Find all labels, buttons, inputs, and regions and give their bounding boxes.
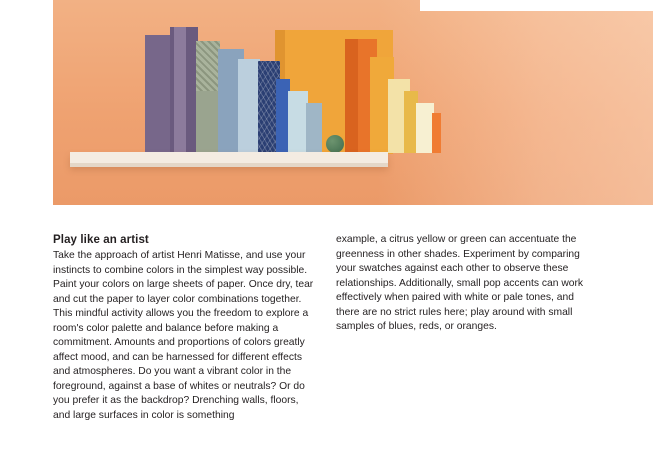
pale-blue-swatch xyxy=(238,59,260,153)
article-column-left xyxy=(53,234,315,424)
blue-grey-swatch xyxy=(306,103,322,153)
orange-block-face xyxy=(345,39,358,153)
shelf-edge xyxy=(70,163,388,167)
article-paragraph-right: example, a citrus yellow or green can accentuate the greenness in other shades. Experiment by comparing your swatches against each other to observe these relationships. Additionally, small pop accents can work effectively when paired with white or pale tones, and there are no strict rules here; play around with small samples of blues, reds, or oranges. xyxy=(336,234,584,333)
page-title: Play like an artist xyxy=(53,234,149,246)
article-paragraph-left: Take the approach of artist Henri Matisse, and use your instincts to combine colors in the simplest way possible. Paint your colors on large sheets of paper. Once dry, tear and cut the paper to layer color combinations together. This mindful activity allows you the freedom to explore a room's color palette and balance before making a commitment. Amounts and proportions of colors greatly affect mood, and can be harnessed for different effects and atmospheres. Do you want a vibrant color in the foreground, against a base of whites or neutrals? Or do you prefer it as the backdrop? Drenching walls, floors, and large surfaces in color is something xyxy=(53,250,314,422)
tangerine-sliver xyxy=(432,113,441,153)
mauve-swatch xyxy=(174,27,186,153)
terrazzo-speckle xyxy=(196,41,220,91)
article-column-right xyxy=(336,233,598,335)
teal-sphere xyxy=(326,135,344,153)
ice-blue-swatch xyxy=(288,91,308,153)
page-white-panel xyxy=(420,0,653,11)
still-life-objects xyxy=(70,0,400,153)
hero-image xyxy=(53,0,653,205)
